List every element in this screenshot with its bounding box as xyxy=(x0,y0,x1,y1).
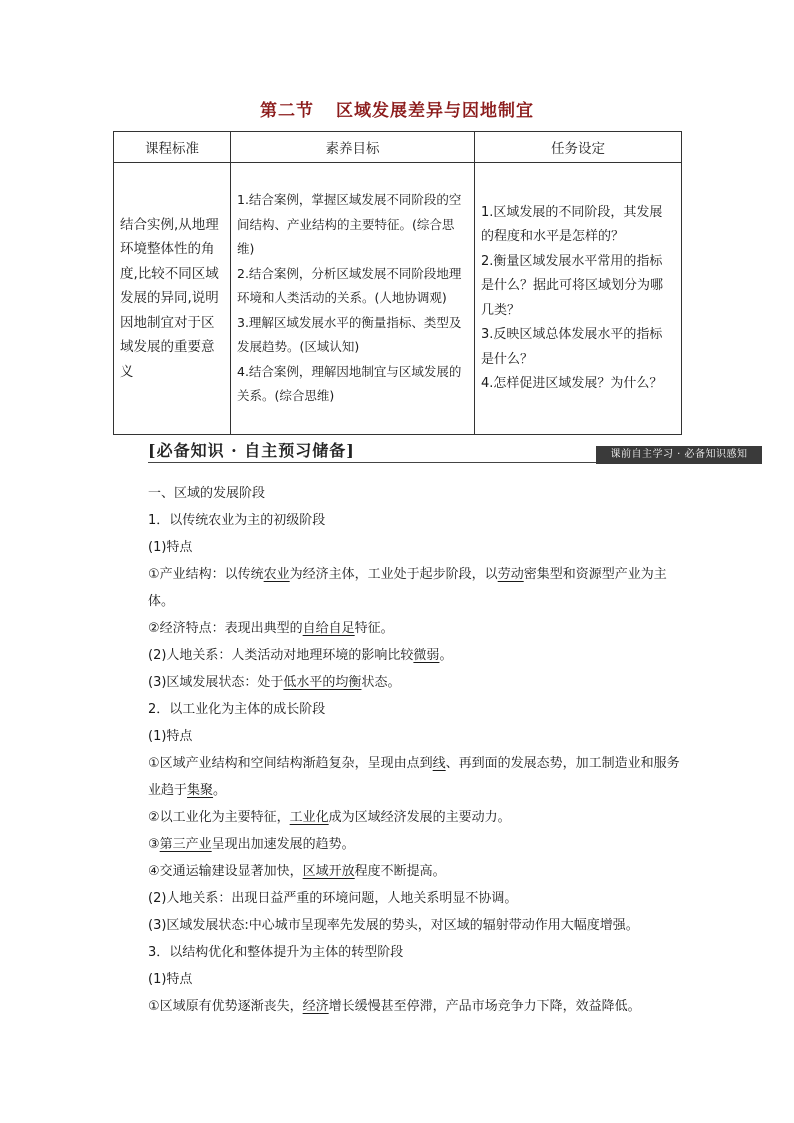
point-label: (1)特点 xyxy=(148,972,193,987)
task-item: 2.衡量区域发展水平常用的指标是什么？据此可将区域划分为哪几类？ xyxy=(481,253,664,318)
paragraph: ①区域产业结构和空间结构渐趋复杂，呈现由点到线、再到面的发展态势，加工制造业和服务业趋于集聚。 xyxy=(148,756,680,798)
tasks-cell xyxy=(475,163,682,435)
paragraph: (2)人地关系：人类活动对地理环境的影响比较微弱。 xyxy=(148,648,453,663)
section-number: 第二节 xyxy=(260,101,314,121)
paragraph: ④交通运输建设显著加快，区域开放程度不断提高。 xyxy=(148,864,446,879)
paragraph: ②经济特点：表现出典型的自给自足特征。 xyxy=(148,621,394,636)
subheading: 3．以结构优化和整体提升为主体的转型阶段 xyxy=(148,945,404,960)
curriculum-table xyxy=(113,131,682,435)
header-tasks: 任务设定 xyxy=(475,132,682,163)
goal-item: 2.结合案例，分析区域发展不同阶段地理环境和人类活动的关系。(人地协调观) xyxy=(237,265,462,306)
section-banner: [必备知识 · 自主预习储备] xyxy=(148,441,355,460)
paragraph: (3)区域发展状态：处于低水平的均衡状态。 xyxy=(148,675,401,690)
paragraph: ①区域原有优势逐渐丧失，经济增长缓慢甚至停滞，产品市场竞争力下降，效益降低。 xyxy=(148,999,641,1014)
page-title xyxy=(0,96,794,121)
paragraph: (3)区域发展状态:中心城市呈现率先发展的势头，对区域的辐射带动作用大幅度增强。 xyxy=(148,918,639,933)
task-item: 1.区域发展的不同阶段，其发展的程度和水平是怎样的？ xyxy=(481,204,663,244)
goal-item: 1.结合案例，掌握区域发展不同阶段的空间结构、产业结构的主要特征。(综合思维) xyxy=(237,192,462,257)
paragraph: ②以工业化为主要特征，工业化成为区域经济发展的主要动力。 xyxy=(148,810,511,825)
heading-1: 一、区域的发展阶段 xyxy=(148,486,266,501)
task-item: 4.怎样促进区域发展？为什么？ xyxy=(481,376,663,391)
header-standard: 课程标准 xyxy=(114,132,231,163)
standard-cell: 结合实例,从地理环境整体性的角度,比较不同区域发展的异同,说明因地制宜对于区域发展的重要意义 xyxy=(114,163,231,435)
goals-cell xyxy=(231,163,475,435)
task-item: 3.反映区域总体发展水平的指标是什么？ xyxy=(481,327,663,367)
section-tag: 课前自主学习 · 必备知识感知 xyxy=(596,446,762,464)
point-label: (1)特点 xyxy=(148,540,193,555)
subheading: 2．以工业化为主体的成长阶段 xyxy=(148,702,326,717)
subheading: 1．以传统农业为主的初级阶段 xyxy=(148,513,326,528)
section-name: 区域发展差异与因地制宜 xyxy=(336,101,534,121)
goal-item: 4.结合案例，理解因地制宜与区域发展的关系。(综合思维) xyxy=(237,363,462,404)
goal-item: 3.理解区域发展水平的衡量指标、类型及发展趋势。(区域认知) xyxy=(237,314,462,355)
content-body xyxy=(122,480,682,1020)
paragraph: ①产业结构：以传统农业为经济主体，工业处于起步阶段，以劳动密集型和资源型产业为主体。 xyxy=(148,567,667,609)
header-goals: 素养目标 xyxy=(231,132,475,163)
point-label: (1)特点 xyxy=(148,729,193,744)
paragraph: (2)人地关系：出现日益严重的环境问题，人地关系明显不协调。 xyxy=(148,891,518,906)
paragraph: ③第三产业呈现出加速发展的趋势。 xyxy=(148,837,355,852)
